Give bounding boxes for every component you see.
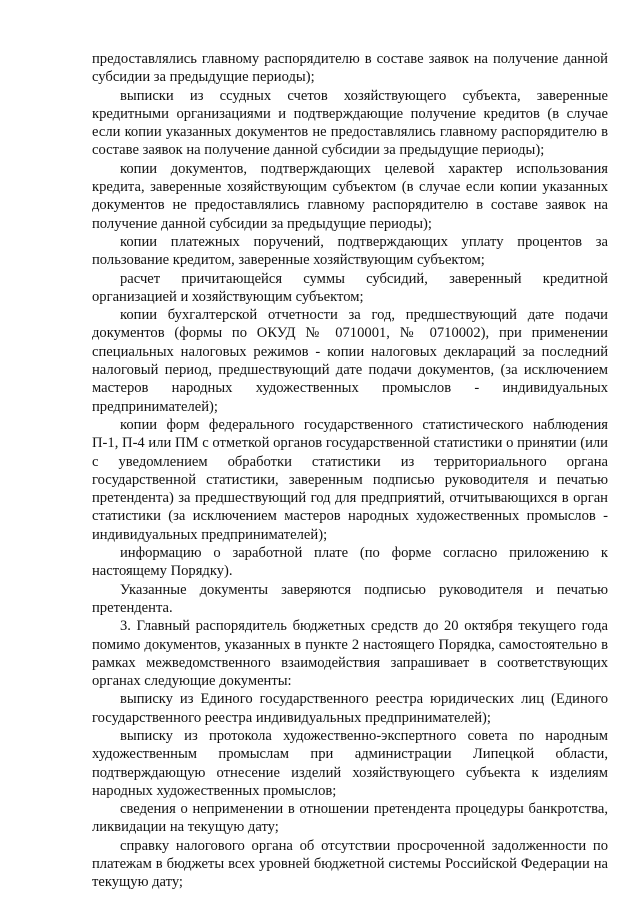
- paragraph-document-certification: Указанные документы заверяются подписью руководителя и печатью претендента.: [92, 581, 608, 616]
- paragraph-loan-account-extracts: выписки из ссудных счетов хозяйствующего субъекта, заверенные кредитными организациями и подтверждающие получение кредитов (в случае если копии указанных документов не предоставлялись главному распорядителю в составе заявок на получение данной субсидии за предыдущие периоды);: [92, 87, 608, 159]
- paragraph-registry-extract: выписку из Единого государственного реестра юридических лиц (Единого государственного реестра индивидуальных предпринимателей);: [92, 691, 608, 726]
- paragraph-statistical-forms: копии форм федерального государственного статистического наблюдения П-1, П-4 или ПМ с отметкой органов государственной статистики о принятии (или с уведомлением обработки статистики из территориального органа государственной статистики, заверенным подписью руководителя и печатью претендента) за предшествующий год для предприятий, отчитывающихся в орган статистики (за исключением мастеров народных художественных промыслов - индивидуальных предпринимателей);: [92, 416, 608, 543]
- paragraph-bankruptcy-info: сведения о неприменении в отношении претендента процедуры банкротства, ликвидации на текущую дату;: [92, 801, 608, 836]
- paragraph-accounting-reports: копии бухгалтерской отчетности за год, предшествующий дате подачи документов (формы по ОКУД № 0710001, № 0710002), при применении специальных налоговых режимов - копии налоговых деклараций за последний налоговый период, предшествующий дате подачи документов, (за исключением мастеров народных художественных промыслов - индивидуальных предпринимателей);: [92, 307, 608, 415]
- paragraph-loan-purpose-documents: копии документов, подтверждающих целевой характер использования кредита, заверенные хозяйствующим субъектом (в случае если копии указанных документов не предоставлялись главному распорядителю в составе заявок на получение данной субсидии за предыдущие периоды);: [92, 160, 608, 232]
- paragraph-subsidy-calculation: расчет причитающейся суммы субсидий, заверенный кредитной организацией и хозяйствующим субъектом;: [92, 270, 608, 305]
- paragraph-salary-information: информацию о заработной плате (по форме согласно приложению к настоящему Порядку).: [92, 545, 608, 580]
- paragraph-section-3: 3. Главный распорядитель бюджетных средств до 20 октября текущего года помимо документов, указанных в пункте 2 настоящего Порядка, самостоятельно в рамках межведомственного взаимодействия запрашивает в соответствующих органах следующие документы:: [92, 618, 608, 690]
- paragraph-tax-certificate: справку налогового органа об отсутствии просроченной задолженности по платежам в бюджеты всех уровней бюджетной системы Российской Федерации на текущую дату;: [92, 837, 608, 891]
- paragraph-payment-orders: копии платежных поручений, подтверждающих уплату процентов за пользование кредитом, заверенные хозяйствующим субъектом;: [92, 233, 608, 269]
- document-body: [92, 50, 608, 892]
- paragraph-continuation: предоставлялись главному распорядителю в составе заявок на получение данной субсидии за предыдущие периоды);: [92, 51, 608, 86]
- paragraph-expert-council-protocol: выписку из протокола художественно-экспертного совета по народным художественным промыслам при администрации Липецкой области, подтверждающую отнесение изделий хозяйствующего субъекта к изделиям народных художественных промыслов;: [92, 727, 608, 799]
